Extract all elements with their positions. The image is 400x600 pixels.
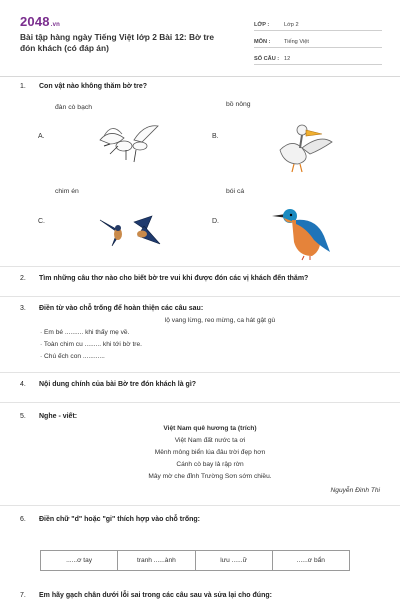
question-separator	[0, 402, 400, 403]
option-a-letter[interactable]: A.	[38, 133, 45, 140]
poem-line: Mây mờ che đỉnh Trường Sơn sớm chiều.	[148, 473, 272, 480]
header-divider	[0, 76, 400, 77]
table-cell[interactable]: tranh ......ành	[118, 551, 195, 571]
poem-title: Việt Nam quê hương ta (trích)	[163, 425, 257, 432]
question-number: 4.	[20, 381, 26, 388]
option-d-letter[interactable]: D.	[212, 218, 219, 225]
question-text: Điền từ vào chỗ trống để hoàn thiện các câu sau:	[39, 305, 204, 312]
site-logo[interactable]	[20, 14, 60, 29]
question-number: 2.	[20, 275, 26, 282]
pelican-icon	[272, 120, 334, 176]
fill-line: · Em bé .......... khi thấy mẹ về.	[40, 329, 130, 336]
question-4	[20, 381, 196, 388]
question-5	[20, 413, 77, 420]
meta-value: Lớp 2	[284, 22, 299, 28]
kingfisher-icon	[270, 206, 336, 262]
question-number: 7.	[20, 592, 26, 599]
poem-line: Việt Nam đất nước ta ơi	[174, 437, 246, 444]
question-text: Em hãy gạch chân dưới lỗi sai trong các câu sau và sửa lại cho đúng:	[39, 592, 272, 599]
option-b-letter[interactable]: B.	[212, 133, 219, 140]
question-3	[20, 305, 203, 312]
question-separator	[0, 505, 400, 506]
worksheet-header	[20, 14, 382, 76]
meta-row-class	[254, 16, 382, 31]
meta-label: MÔN :	[254, 39, 271, 45]
fill-in-table	[40, 550, 350, 571]
meta-label: SỐ CÂU :	[254, 56, 280, 62]
question-text: Nội dung chính của bài Bờ tre đón khách là gì?	[39, 381, 197, 388]
fill-line: · Toàn chim cu ......... khi tới bờ tre.	[40, 341, 142, 348]
swallow-icon	[98, 212, 162, 252]
question-2	[20, 275, 308, 282]
question-separator	[0, 372, 400, 373]
question-7	[20, 592, 272, 599]
question-number: 5.	[20, 413, 26, 420]
question-text: Nghe - viết:	[39, 413, 78, 420]
question-separator	[0, 296, 400, 297]
table-cell[interactable]: lưu ......ữ	[195, 551, 272, 571]
question-6	[20, 516, 200, 523]
page-title: Bài tập hàng ngày Tiếng Việt lớp 2 Bài 12: Bờ tre đón khách (có đáp án)	[20, 32, 215, 53]
question-text: Tìm những câu thơ nào cho biết bờ tre vui khi được đón các vị khách đến thăm?	[39, 275, 309, 282]
question-1	[20, 83, 147, 90]
meta-row-subject	[254, 33, 382, 48]
poem-line: Cánh cò bay lả rập rờn	[176, 461, 244, 468]
question-text: Điền chữ "d" hoặc "gi" thích hợp vào chỗ trống:	[39, 516, 200, 523]
meta-label: LỚP :	[254, 22, 270, 28]
fill-line: · Chú ếch con ............	[40, 353, 105, 360]
option-b-caption: bồ nông	[226, 101, 251, 108]
option-c-caption: chim én	[55, 188, 79, 195]
option-a-caption: đàn cò bạch	[55, 104, 93, 111]
option-c-letter[interactable]: C.	[38, 218, 45, 225]
logo-suffix-text: .vn	[50, 22, 61, 28]
question-number: 3.	[20, 305, 26, 312]
option-d-caption: bói cá	[226, 188, 245, 195]
table-cell[interactable]: ......ơ bẩn	[272, 551, 349, 571]
table-cell[interactable]: ......ơ tay	[41, 551, 118, 571]
poem-author: Nguyễn Đình Thi	[330, 487, 380, 494]
table-row	[41, 551, 350, 571]
poem-line: Mênh mông biển lúa đâu trời đẹp hơn	[154, 449, 266, 456]
meta-value: Tiếng Việt	[284, 39, 309, 45]
question-number: 6.	[20, 516, 26, 523]
meta-info	[254, 16, 382, 67]
meta-value: 12	[284, 56, 291, 62]
question-separator	[0, 266, 400, 267]
logo-main-text: 2048	[20, 14, 50, 29]
word-bank: lộ vang lừng, reo mừng, ca hát gật gù	[164, 317, 276, 324]
meta-row-count	[254, 50, 382, 65]
egret-icon	[96, 120, 162, 168]
question-text: Con vật nào không thăm bờ tre?	[39, 83, 148, 90]
question-number: 1.	[20, 83, 26, 90]
